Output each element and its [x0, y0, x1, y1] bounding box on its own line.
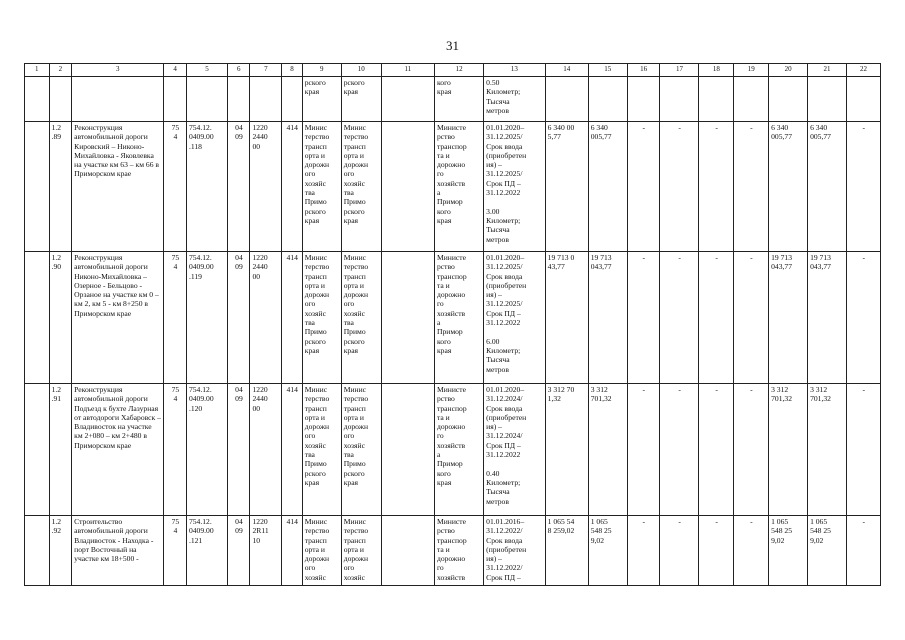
table-cell-col-5: 754.12. 0409.00 .121: [186, 516, 227, 586]
table-cell-col-11: [381, 252, 434, 384]
table-cell-col-14: 19 713 0 43,77: [545, 252, 588, 384]
table-cell-col-17: -: [660, 252, 699, 384]
column-number-8: 8: [282, 64, 303, 77]
table-cell-col-14: 6 340 00 5,77: [545, 122, 588, 252]
column-number-3: 3: [72, 64, 164, 77]
table-cell-col-1: [25, 252, 50, 384]
table-cell-col-2: [49, 77, 72, 122]
column-number-7: 7: [250, 64, 282, 77]
table-cell-col-1: [25, 122, 50, 252]
column-number-11: 11: [381, 64, 434, 77]
table-cell-col-4: 75 4: [164, 516, 187, 586]
table-cell-col-8: 414: [282, 516, 303, 586]
table-cell-col-5: [186, 77, 227, 122]
table-cell-col-21: [808, 77, 847, 122]
table-cell-col-10: Минис терство трансп орта и дорожн ого хозяйс: [341, 516, 381, 586]
table-cell-col-15: 19 713 043,77: [588, 252, 627, 384]
table-cell-col-19: -: [734, 384, 769, 516]
table-row: [25, 122, 881, 252]
table-cell-col-13: 01.01.2020– 31.12.2024/ Срок ввода (приобретен ия) – 31.12.2024/ Срок ПД – 31.12.2022 0.40 Километр; Тысяча метров: [484, 384, 546, 516]
table-cell-col-13: 0.50 Километр; Тысяча метров: [484, 77, 546, 122]
table-cell-col-11: [381, 122, 434, 252]
column-number-13: 13: [484, 64, 546, 77]
table-cell-col-16: -: [627, 384, 660, 516]
table-cell-col-16: -: [627, 122, 660, 252]
table-cell-col-17: -: [660, 122, 699, 252]
table-cell-col-20: 3 312 701,32: [769, 384, 808, 516]
table-cell-col-21: 1 065 548 25 9,02: [808, 516, 847, 586]
column-number-2: 2: [49, 64, 72, 77]
table-cell-col-6: 04 09: [227, 516, 250, 586]
document-table: [24, 63, 881, 586]
table-cell-col-20: 19 713 043,77: [769, 252, 808, 384]
table-cell-col-1: [25, 516, 50, 586]
table-cell-col-20: 6 340 005,77: [769, 122, 808, 252]
table-row: [25, 252, 881, 384]
column-number-1: 1: [25, 64, 50, 77]
table-cell-col-7: [250, 77, 282, 122]
table-body: [25, 77, 881, 586]
table-cell-col-14: 1 065 54 8 259,02: [545, 516, 588, 586]
table-row: [25, 516, 881, 586]
table-cell-col-8: [282, 77, 303, 122]
table-cell-col-11: [381, 384, 434, 516]
table-cell-col-13: 01.01.2016– 31.12.2022/ Срок ввода (приобретен ия) – 31.12.2022/ Срок ПД –: [484, 516, 546, 586]
table-cell-col-4: [164, 77, 187, 122]
table-cell-col-15: 6 340 005,77: [588, 122, 627, 252]
table-cell-col-6: 04 09: [227, 252, 250, 384]
table-cell-col-2: 1.2 .90: [49, 252, 72, 384]
table-cell-col-6: [227, 77, 250, 122]
table-cell-col-16: [627, 77, 660, 122]
column-number-15: 15: [588, 64, 627, 77]
table-cell-col-15: [588, 77, 627, 122]
column-number-14: 14: [545, 64, 588, 77]
table-cell-col-20: 1 065 548 25 9,02: [769, 516, 808, 586]
table-cell-col-11: [381, 516, 434, 586]
page-number: 31: [446, 38, 459, 53]
column-number-17: 17: [660, 64, 699, 77]
table-cell-col-4: 75 4: [164, 122, 187, 252]
table-cell-col-22: [847, 77, 881, 122]
table-cell-col-12: Министе рство транспор та и дорожно го хозяйств: [434, 516, 483, 586]
table-cell-col-12: Министе рство транспор та и дорожно го хозяйств а Примор кого края: [434, 122, 483, 252]
table-cell-col-11: [381, 77, 434, 122]
table-cell-col-12: Министе рство транспор та и дорожно го хозяйств а Примор кого края: [434, 252, 483, 384]
column-number-16: 16: [627, 64, 660, 77]
table-cell-col-17: -: [660, 516, 699, 586]
table-cell-col-22: -: [847, 516, 881, 586]
table-cell-col-13: 01.01.2020– 31.12.2025/ Срок ввода (приобретен ия) – 31.12.2025/ Срок ПД – 31.12.2022 6.00 Километр; Тысяча метров: [484, 252, 546, 384]
table-cell-col-1: [25, 77, 50, 122]
table-cell-col-3: [72, 77, 164, 122]
table-cell-col-7: 1220 2440 00: [250, 122, 282, 252]
table-cell-col-7: 1220 2R11 10: [250, 516, 282, 586]
table-cell-col-4: 75 4: [164, 384, 187, 516]
table-cell-col-9: Минис терство трансп орта и дорожн ого хозяйс: [302, 516, 341, 586]
column-number-5: 5: [186, 64, 227, 77]
column-number-19: 19: [734, 64, 769, 77]
column-number-12: 12: [434, 64, 483, 77]
column-number-22: 22: [847, 64, 881, 77]
table-cell-col-19: -: [734, 252, 769, 384]
table-cell-col-7: 1220 2440 00: [250, 252, 282, 384]
table-cell-col-15: 3 312 701,32: [588, 384, 627, 516]
table-cell-col-3: Реконструкция автомобильной дороги Подъезд к бухте Лазурная от автодороги Хабаровск – Владивосток на участке км 2+080 – км 2+480 в Приморском крае: [72, 384, 164, 516]
table-cell-col-14: [545, 77, 588, 122]
table-cell-col-3: Строительство автомобильной дороги Владивосток - Находка - порт Восточный на участке км 18+500 -: [72, 516, 164, 586]
table-cell-col-17: [660, 77, 699, 122]
table-cell-col-14: 3 312 70 1,32: [545, 384, 588, 516]
table-row: [25, 384, 881, 516]
table-cell-col-17: -: [660, 384, 699, 516]
table-cell-col-10: рского края: [341, 77, 381, 122]
table-cell-col-3: Реконструкция автомобильной дороги Кировский – Никоно-Михайловка - Яковлевка на участке км 63 – км 66 в Приморском крае: [72, 122, 164, 252]
table-cell-col-19: [734, 77, 769, 122]
table-cell-col-2: 1.2 .89: [49, 122, 72, 252]
table-cell-col-12: Министе рство транспор та и дорожно го хозяйств а Примор кого края: [434, 384, 483, 516]
table-cell-col-10: Минис терство трансп орта и дорожн ого хозяйс тва Примо рского края: [341, 252, 381, 384]
table-cell-col-9: Минис терство трансп орта и дорожн ого хозяйс тва Примо рского края: [302, 252, 341, 384]
table-cell-col-8: 414: [282, 384, 303, 516]
table-cell-col-5: 754.12. 0409.00 .118: [186, 122, 227, 252]
column-number-9: 9: [302, 64, 341, 77]
column-number-21: 21: [808, 64, 847, 77]
table-cell-col-9: Минис терство трансп орта и дорожн ого хозяйс тва Примо рского края: [302, 384, 341, 516]
table-cell-col-4: 75 4: [164, 252, 187, 384]
table-cell-col-2: 1.2 .92: [49, 516, 72, 586]
table-cell-col-10: Минис терство трансп орта и дорожн ого хозяйс тва Примо рского края: [341, 384, 381, 516]
table-cell-col-22: -: [847, 122, 881, 252]
table-cell-col-20: [769, 77, 808, 122]
table-cell-col-22: -: [847, 384, 881, 516]
table-cell-col-21: 6 340 005,77: [808, 122, 847, 252]
table-cell-col-18: -: [699, 384, 734, 516]
table-cell-col-6: 04 09: [227, 122, 250, 252]
table-cell-col-18: [699, 77, 734, 122]
column-number-20: 20: [769, 64, 808, 77]
table-cell-col-16: -: [627, 252, 660, 384]
table-cell-col-18: -: [699, 516, 734, 586]
table-cell-col-7: 1220 2440 00: [250, 384, 282, 516]
table-cell-col-2: 1.2 .91: [49, 384, 72, 516]
table-cell-col-21: 19 713 043,77: [808, 252, 847, 384]
table-cell-col-16: -: [627, 516, 660, 586]
table-cell-col-3: Реконструкция автомобильной дороги Никоно-Михайловка – Озерное - Бельцово - Орзаное на участке км 0 – км 2, км 5 - км 8+250 в Приморском крае: [72, 252, 164, 384]
table-cell-col-19: -: [734, 516, 769, 586]
table-cell-col-18: -: [699, 122, 734, 252]
table-cell-col-5: 754.12. 0409.00 .119: [186, 252, 227, 384]
table-cell-col-8: 414: [282, 252, 303, 384]
table-cell-col-6: 04 09: [227, 384, 250, 516]
table-row: [25, 77, 881, 122]
table-cell-col-8: 414: [282, 122, 303, 252]
table-cell-col-9: Минис терство трансп орта и дорожн ого хозяйс тва Примо рского края: [302, 122, 341, 252]
column-number-6: 6: [227, 64, 250, 77]
table-cell-col-12: кого края: [434, 77, 483, 122]
table-cell-col-5: 754.12. 0409.00 .120: [186, 384, 227, 516]
table-cell-col-1: [25, 384, 50, 516]
table-cell-col-9: рского края: [302, 77, 341, 122]
table-cell-col-18: -: [699, 252, 734, 384]
table-cell-col-13: 01.01.2020– 31.12.2025/ Срок ввода (приобретен ия) – 31.12.2025/ Срок ПД – 31.12.2022 3.00 Километр; Тысяча метров: [484, 122, 546, 252]
table-cell-col-19: -: [734, 122, 769, 252]
column-number-row: [25, 64, 881, 77]
column-number-10: 10: [341, 64, 381, 77]
column-number-4: 4: [164, 64, 187, 77]
table-cell-col-21: 3 312 701,32: [808, 384, 847, 516]
column-number-18: 18: [699, 64, 734, 77]
table-cell-col-10: Минис терство трансп орта и дорожн ого хозяйс тва Примо рского края: [341, 122, 381, 252]
table-cell-col-22: -: [847, 252, 881, 384]
table-cell-col-15: 1 065 548 25 9,02: [588, 516, 627, 586]
